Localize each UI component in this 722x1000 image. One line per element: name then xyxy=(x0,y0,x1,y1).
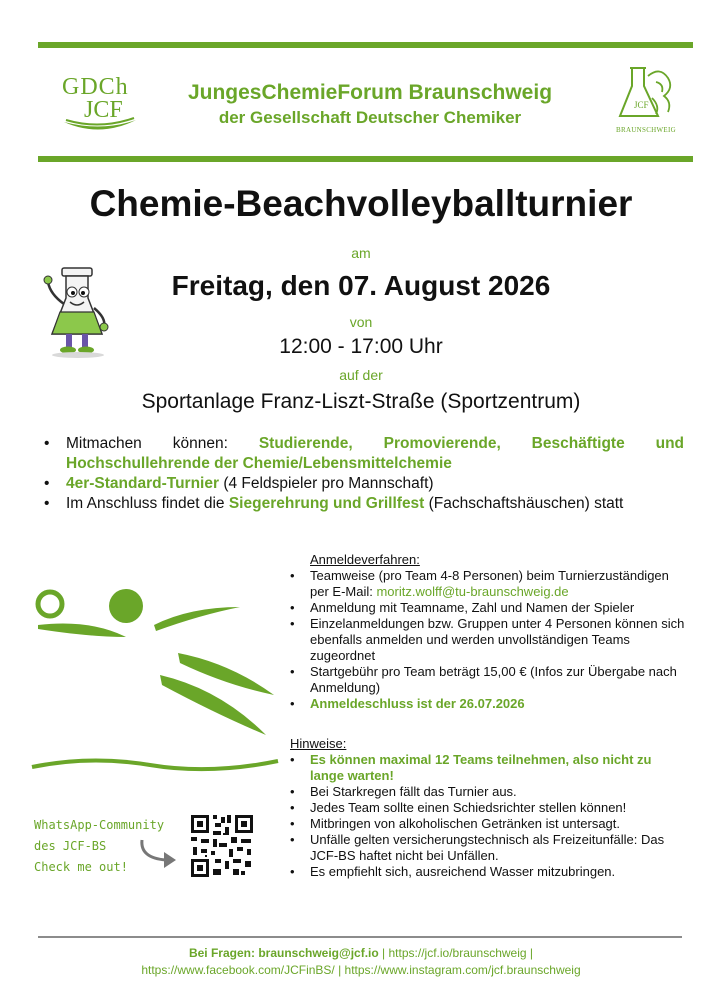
hint-max-teams: Es können maximal 12 Teams teilnehmen, also nicht zu lange warten! xyxy=(310,752,652,783)
list-item xyxy=(288,832,688,864)
list-item xyxy=(288,864,688,880)
footer-website-link[interactable]: | https://jcf.io/braunschweig | xyxy=(378,946,534,960)
qr-code-icon[interactable] xyxy=(189,813,255,879)
list-item xyxy=(288,616,688,664)
hint-referee: Jedes Team sollte einen Schiedsrichter stellen können! xyxy=(310,800,627,815)
footer-contact xyxy=(0,945,722,979)
registration-section xyxy=(288,552,688,712)
list-item xyxy=(288,568,688,600)
footer-questions-label: Bei Fragen: xyxy=(188,946,259,960)
registration-deadline: Anmeldeschluss ist der 26.07.2026 xyxy=(310,696,525,711)
organisation-subtitle: der Gesellschaft Deutscher Chemiker xyxy=(218,108,522,127)
list-item xyxy=(42,494,684,514)
list-item xyxy=(288,696,688,712)
tournament-format: 4er-Standard-Turnier xyxy=(66,475,220,492)
event-location: Sportanlage Franz-Liszt-Straße (Sportzentrum) xyxy=(141,390,581,413)
registration-requirements: Anmeldung mit Teamname, Zahl und Namen der Spieler xyxy=(310,600,635,615)
hints-heading: Hinweise: xyxy=(290,736,347,751)
whatsapp-line2: des JCF-BS xyxy=(34,839,107,853)
logo-text-jcf: JCF xyxy=(84,97,123,123)
logo-text-gdch: GDCh xyxy=(62,74,129,100)
logo-mark-text: JCF xyxy=(634,100,649,110)
afterparty-pre: Im Anschluss findet die xyxy=(66,495,229,512)
list-item xyxy=(42,434,684,474)
afterparty-post: (Fachschaftshäuschen) statt xyxy=(424,495,624,512)
registration-email-link[interactable]: moritz.wolff@tu-braunschweig.de xyxy=(376,584,569,599)
event-date: Freitag, den 07. August 2026 xyxy=(171,270,551,301)
participants-groups-line1: Studierende, Promovierende, Beschäftigte und xyxy=(258,435,685,452)
participants-groups-line2: Hochschullehrende der Chemie/Lebensmittelchemie xyxy=(66,455,452,472)
top-rule xyxy=(38,42,693,48)
registration-fee: Startgebühr pro Team beträgt 15,00 € (Infos zur Übergabe nach Anmeldung) xyxy=(310,664,677,695)
list-item xyxy=(288,784,688,800)
arrow-right-icon xyxy=(136,836,180,872)
header-rule xyxy=(38,156,693,162)
footer-social-links[interactable]: https://www.facebook.com/JCFinBS/ | https://www.instagram.com/jcf.braunschweig xyxy=(141,963,581,977)
event-title: Chemie-Beachvolleyballturnier xyxy=(89,183,633,224)
footer-rule xyxy=(38,936,682,938)
event-time: 12:00 - 17:00 Uhr xyxy=(279,335,443,358)
list-item xyxy=(288,816,688,832)
hint-insurance: Unfälle gelten versicherungstechnisch als Freizeitunfälle: Das JCF-BS haftet nicht bei Unfällen. xyxy=(310,832,665,863)
hints-section xyxy=(288,736,688,880)
hint-rain: Bei Starkregen fällt das Turnier aus. xyxy=(310,784,517,799)
flask-mascot-icon xyxy=(40,264,116,360)
jcf-braunschweig-logo xyxy=(612,62,684,142)
list-item xyxy=(288,600,688,616)
info-bullet-list xyxy=(42,434,684,514)
logo-caption: BRAUNSCHWEIG xyxy=(616,126,676,134)
list-item xyxy=(288,752,688,784)
organisation-title xyxy=(150,80,590,130)
hint-water: Es empfiehlt sich, ausreichend Wasser mitzubringen. xyxy=(310,864,616,879)
label-am: am xyxy=(351,245,371,261)
registration-heading: Anmeldeverfahren: xyxy=(310,552,420,567)
registration-individuals: Einzelanmeldungen bzw. Gruppen unter 4 Personen können sich ebenfalls anmelden und werden unvollständigen Teams zugeordnet xyxy=(310,616,685,663)
whatsapp-line1: WhatsApp-Community xyxy=(34,818,165,832)
volleyball-player-icon xyxy=(30,585,280,775)
list-item xyxy=(288,664,688,696)
tournament-format-detail: (4 Feldspieler pro Mannschaft) xyxy=(219,475,434,492)
list-item xyxy=(42,474,684,494)
footer-email-link[interactable]: braunschweig@jcf.io xyxy=(258,946,379,960)
label-von: von xyxy=(349,314,373,330)
afterparty-highlight: Siegerehrung und Grillfest xyxy=(228,495,425,512)
flask-lion-icon xyxy=(612,62,684,126)
list-item xyxy=(288,800,688,816)
organisation-name: JungesChemieForum Braunschweig xyxy=(187,81,553,104)
whatsapp-line3: Check me out! xyxy=(34,860,128,874)
hint-alcohol: Mitbringen von alkoholischen Getränken ist untersagt. xyxy=(310,816,621,831)
logo-swoosh-icon xyxy=(60,72,142,138)
registration-contact: Teamweise (pro Team 4-8 Personen) beim Turnierzuständigen per E-Mail: xyxy=(310,568,669,599)
label-auf-der: auf der xyxy=(339,367,383,383)
participants-label: Mitmachen können: xyxy=(66,435,228,452)
gdch-jcf-logo xyxy=(60,72,142,138)
